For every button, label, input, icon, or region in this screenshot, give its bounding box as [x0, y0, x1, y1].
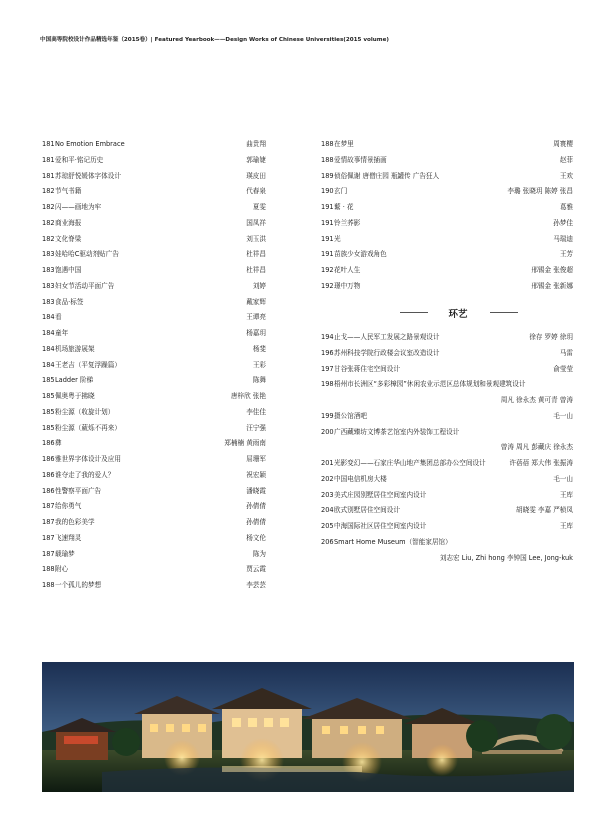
toc-entry	[321, 456, 573, 472]
toc-entry	[321, 362, 573, 378]
toc-entry	[42, 200, 266, 216]
page-number: 200	[321, 427, 334, 436]
entry-author: 毛一山	[553, 474, 573, 483]
entry-title: 性警察平面广告	[55, 486, 102, 495]
entry-title: 谁夺走了我的爱人？	[55, 470, 115, 479]
page-number: 182	[42, 234, 55, 243]
page-number: 204	[321, 506, 334, 515]
entry-title: 在梦里	[334, 140, 354, 148]
entry-title: 我的色彩美学	[55, 518, 95, 526]
toc-entry	[42, 216, 266, 232]
entry-author: 俞莹莹	[553, 364, 573, 373]
entry-title: 粉尘源（收旋计划）	[55, 407, 115, 416]
page-number: 184	[42, 344, 55, 353]
entry-title: 爱和平·铭记历史	[55, 155, 104, 164]
page-number: 201	[321, 459, 334, 467]
entry-title: 欧式别墅居住空间设计	[334, 506, 400, 515]
toc-entry	[42, 342, 266, 358]
entry-author: 屈珊军	[246, 455, 266, 463]
page-number: 183	[42, 281, 55, 290]
entry-title: Smart Home Museum（智能家居馆）	[334, 537, 452, 546]
entry-title: 中海国际社区居住空间室内设计	[334, 522, 427, 530]
page-number: 202	[321, 474, 334, 483]
entry-title: Ladder 阶梯	[55, 376, 94, 385]
entry-author: 陈为	[252, 549, 266, 558]
entry-author: 杨斐	[252, 344, 266, 353]
page-number: 187	[42, 502, 55, 511]
page-number: 183	[42, 297, 55, 306]
page-number: 185	[42, 407, 55, 416]
page-number: 186	[42, 486, 55, 495]
entry-author: 刘玉洪	[246, 234, 266, 243]
entry-author: 曲贵翔	[246, 140, 266, 148]
page-number: 182	[42, 187, 55, 196]
page-number: 192	[321, 281, 334, 290]
entry-title: 中国电信机房大楼	[334, 474, 387, 483]
page-number: 199	[321, 411, 334, 420]
page-number: 192	[321, 266, 334, 274]
entry-title: 花叶人生	[334, 266, 361, 274]
entry-title: 节气书籍	[55, 187, 82, 196]
entry-title: 娃哈哈C驱动剂贴广告	[55, 250, 119, 259]
page-number: 188	[42, 565, 55, 574]
entry-author: 曾涛 周凡 彭藏庆 徐永杰	[500, 443, 573, 452]
page-number: 181	[42, 171, 55, 180]
toc-entry	[42, 263, 266, 279]
toc-entry	[42, 232, 266, 248]
entry-title: 商业海报	[55, 218, 82, 227]
toc-entry	[42, 531, 266, 547]
entry-author: 祝宏颖	[246, 470, 266, 479]
entry-author: 胡晓雯 李嘉 严桢凤	[516, 506, 573, 515]
page-number: 188	[321, 155, 334, 164]
entry-title: 雅世界字体设计及应用	[55, 455, 121, 463]
toc-entry	[321, 200, 573, 216]
page-number: 189	[321, 171, 334, 180]
entry-title: 粉尘源（葳烁不再来）	[55, 423, 121, 432]
entry-author: 李璐 张晓玥 陈婷 张昌	[507, 187, 573, 196]
entry-title: 给你勇气	[55, 502, 82, 511]
toc-entry	[321, 409, 573, 425]
entry-author: 潘晓霞	[246, 486, 266, 495]
entry-author: 邢锡金 张新娜	[531, 281, 573, 290]
entry-title: 妇女节活动平面广告	[55, 281, 115, 290]
entry-title: 璟中万物	[334, 281, 361, 290]
toc-entry	[321, 425, 573, 457]
entry-author: 戴家辉	[246, 297, 266, 306]
toc-entry	[42, 405, 266, 421]
entry-title: 光	[334, 234, 341, 243]
entry-author: 孙倩倩	[246, 518, 266, 526]
toc-entry	[42, 499, 266, 515]
toc-entry	[42, 295, 266, 311]
entry-author: 杜祥昌	[246, 266, 266, 274]
entry-title: 彝	[55, 439, 62, 448]
toc-entry	[321, 488, 573, 504]
page-number: 181	[42, 140, 55, 148]
entry-title: 饱遇中国	[55, 266, 82, 274]
page-number: 187	[42, 549, 55, 558]
toc-entry	[321, 169, 573, 185]
page-number: 185	[42, 376, 55, 385]
entry-title: 看	[55, 313, 62, 322]
entry-author: 毛一山	[553, 411, 573, 420]
toc-entry	[321, 153, 573, 169]
toc-right-column-bottom	[321, 330, 573, 566]
toc-entry	[321, 472, 573, 488]
toc-entry	[42, 547, 266, 563]
page-number: 194	[321, 333, 334, 341]
toc-entry	[321, 330, 573, 346]
page-number: 182	[42, 218, 55, 227]
entry-title: 梧州市长洲区“多彩樟园”休闲农业示范区总体规划和景观建筑设计	[334, 380, 526, 389]
toc-entry	[42, 436, 266, 452]
entry-title: 蘩 · 花	[334, 203, 354, 211]
entry-author: 葛雅	[559, 203, 573, 211]
section-rule-left	[400, 312, 428, 313]
toc-entry	[42, 452, 266, 468]
entry-author: 刘婷	[252, 281, 266, 290]
page-number: 188	[42, 581, 55, 589]
page-number: 183	[42, 250, 55, 259]
toc-entry	[42, 373, 266, 389]
page-number: 191	[321, 218, 334, 227]
entry-author: 马雷	[559, 348, 573, 357]
toc-entry	[42, 515, 266, 531]
entry-title: 甘谷张蒋住宅空间设计	[334, 364, 400, 373]
toc-entry	[321, 232, 573, 248]
toc-entry	[321, 279, 573, 295]
entry-author: 唐梓欣 张艳	[230, 392, 266, 400]
toc-entry	[42, 484, 266, 500]
page-number: 206	[321, 537, 334, 546]
running-head: 中国高等院校设计作品精选年鉴（2015卷）| Featured Yearbook——Design Works of Chinese Universities(2015 volume)	[40, 37, 389, 43]
page-number: 186	[42, 470, 55, 479]
page-number: 197	[321, 364, 334, 373]
toc-entry	[42, 169, 266, 185]
entry-author: 郑楠楠 黄雨南	[224, 439, 266, 448]
section-title: 环艺	[448, 309, 468, 320]
entry-title: 闪——画地为牢	[55, 203, 102, 211]
entry-title: 一个孤儿的梦想	[55, 581, 102, 589]
toc-entry	[42, 184, 266, 200]
entry-title: 王老吉（平复浮躁篇）	[55, 360, 121, 369]
toc-entry	[42, 310, 266, 326]
toc-entry	[42, 153, 266, 169]
toc-entry	[321, 137, 573, 153]
page-number: 182	[42, 203, 55, 211]
entry-author: 贾云霞	[246, 565, 266, 574]
entry-author: 马瑞迪	[553, 234, 573, 243]
entry-author: 孙梦佳	[553, 218, 573, 227]
entry-author: 夏雯	[252, 203, 266, 211]
toc-entry	[42, 562, 266, 578]
page-number: 188	[321, 140, 334, 148]
page-number: 183	[42, 266, 55, 274]
entry-title: 爱情故事情景插画	[334, 155, 387, 164]
entry-author: 邢锡金 张俊超	[531, 266, 573, 274]
entry-author: 李佳佳	[246, 407, 266, 416]
toc-entry	[42, 137, 266, 153]
entry-author: 孙倩倩	[246, 502, 266, 511]
page-number: 185	[42, 423, 55, 432]
entry-title: 附心	[55, 565, 69, 574]
entry-title: 广西藏臻坊文博茶艺馆室内外装饰工程设计	[334, 427, 460, 436]
toc-right-column-top	[321, 137, 573, 295]
page-number: 184	[42, 329, 55, 337]
entry-author: 王库	[559, 490, 573, 499]
page-number: 184	[42, 313, 55, 322]
toc-entry	[42, 421, 266, 437]
entry-title: 飞速翔灵	[55, 533, 82, 542]
page-number: 186	[42, 439, 55, 448]
entry-author: 徐存 罗婷 徐玥	[529, 333, 573, 341]
toc-entry	[321, 247, 573, 263]
page-number: 186	[42, 455, 55, 463]
page-number: 196	[321, 348, 334, 357]
entry-author: 杜祥昌	[246, 250, 266, 259]
entry-title: 苏琼舒悦媛体字体设计	[55, 171, 121, 180]
toc-entry	[42, 578, 266, 594]
entry-author: 郭瑜婕	[246, 155, 266, 164]
toc-entry	[42, 279, 266, 295]
toc-entry	[42, 389, 266, 405]
entry-title: 童年	[55, 329, 69, 337]
entry-title: 铃兰荞影	[334, 218, 361, 227]
toc-entry	[42, 326, 266, 342]
entry-author: 瑛皮田	[246, 171, 266, 180]
entry-author: 王库	[559, 522, 573, 530]
toc-left-column	[42, 137, 266, 594]
entry-author: 赵菲	[559, 155, 573, 164]
page-number: 187	[42, 518, 55, 526]
page-number: 190	[321, 187, 334, 196]
entry-author: 王欢	[559, 171, 573, 180]
toc-entry	[321, 216, 573, 232]
entry-author: 许蓓蓓 郑大伟 张振涛	[509, 459, 573, 467]
toc-entry	[321, 503, 573, 519]
page-number: 203	[321, 490, 334, 499]
toc-entry	[321, 377, 573, 409]
toc-entry	[42, 247, 266, 263]
entry-author: 杨嘉玥	[246, 329, 266, 337]
entry-title: 佩奥粤于拂晓	[55, 392, 95, 400]
page-number: 185	[42, 392, 55, 400]
entry-author: 国凤祥	[246, 218, 266, 227]
section-rule-right	[490, 312, 518, 313]
toc-entry	[321, 519, 573, 535]
page-number: 198	[321, 380, 334, 389]
night-resort-photo	[42, 662, 574, 792]
entry-title: 苏州科技学院行政楼会议室改造设计	[334, 348, 440, 357]
entry-title: 苗族少女游戏角色	[334, 250, 387, 259]
page-number: 191	[321, 203, 334, 211]
entry-title: No Emotion Embrace	[55, 140, 125, 148]
entry-author: 周寰樱	[553, 140, 573, 148]
toc-entry	[321, 346, 573, 362]
page-number: 191	[321, 234, 334, 243]
entry-author: 代春泉	[246, 187, 266, 196]
entry-author: 汪宁强	[246, 423, 266, 432]
entry-title: 侦俗佩谢 唐僧庄园 瓶罐传 广告狂人	[334, 171, 440, 180]
entry-author: 王谭亮	[246, 313, 266, 322]
entry-title: 美式庄园别墅居住空间室内设计	[334, 490, 427, 499]
entry-author: 陈舞	[252, 376, 266, 385]
page-number: 181	[42, 155, 55, 164]
page-number: 191	[321, 250, 334, 259]
entry-title: 止戈——人民军工发展之路景观设计	[334, 333, 440, 341]
toc-entry	[42, 358, 266, 374]
entry-author: 王彩	[252, 360, 266, 369]
toc-entry	[321, 263, 573, 279]
entry-author: 王芳	[559, 250, 573, 259]
entry-author: 周凡 徐永杰 黄可青 曾涛	[500, 396, 573, 404]
entry-title: 机场旅游展架	[55, 344, 95, 353]
entry-author: 李芸芸	[246, 581, 266, 589]
entry-title: 载瑜梦	[55, 549, 75, 558]
entry-title: 食品·标签	[55, 297, 84, 306]
entry-author: 刘志宏 Liu, Zhi hong 李钟国 Lee, Jong-kuk	[439, 553, 573, 562]
entry-title: 摄公馆酒吧	[334, 411, 367, 420]
toc-entry	[321, 184, 573, 200]
entry-title: 文化脊梁	[55, 234, 82, 243]
entry-title: 玄门	[334, 187, 348, 196]
toc-entry	[42, 468, 266, 484]
entry-author: 杨文伦	[246, 533, 266, 542]
toc-entry	[321, 535, 573, 567]
entry-title: 光影变幻——石家庄华山地产集团总部办公空间设计	[334, 459, 486, 467]
page-number: 184	[42, 360, 55, 369]
page-number: 187	[42, 533, 55, 542]
page-number: 205	[321, 522, 334, 530]
